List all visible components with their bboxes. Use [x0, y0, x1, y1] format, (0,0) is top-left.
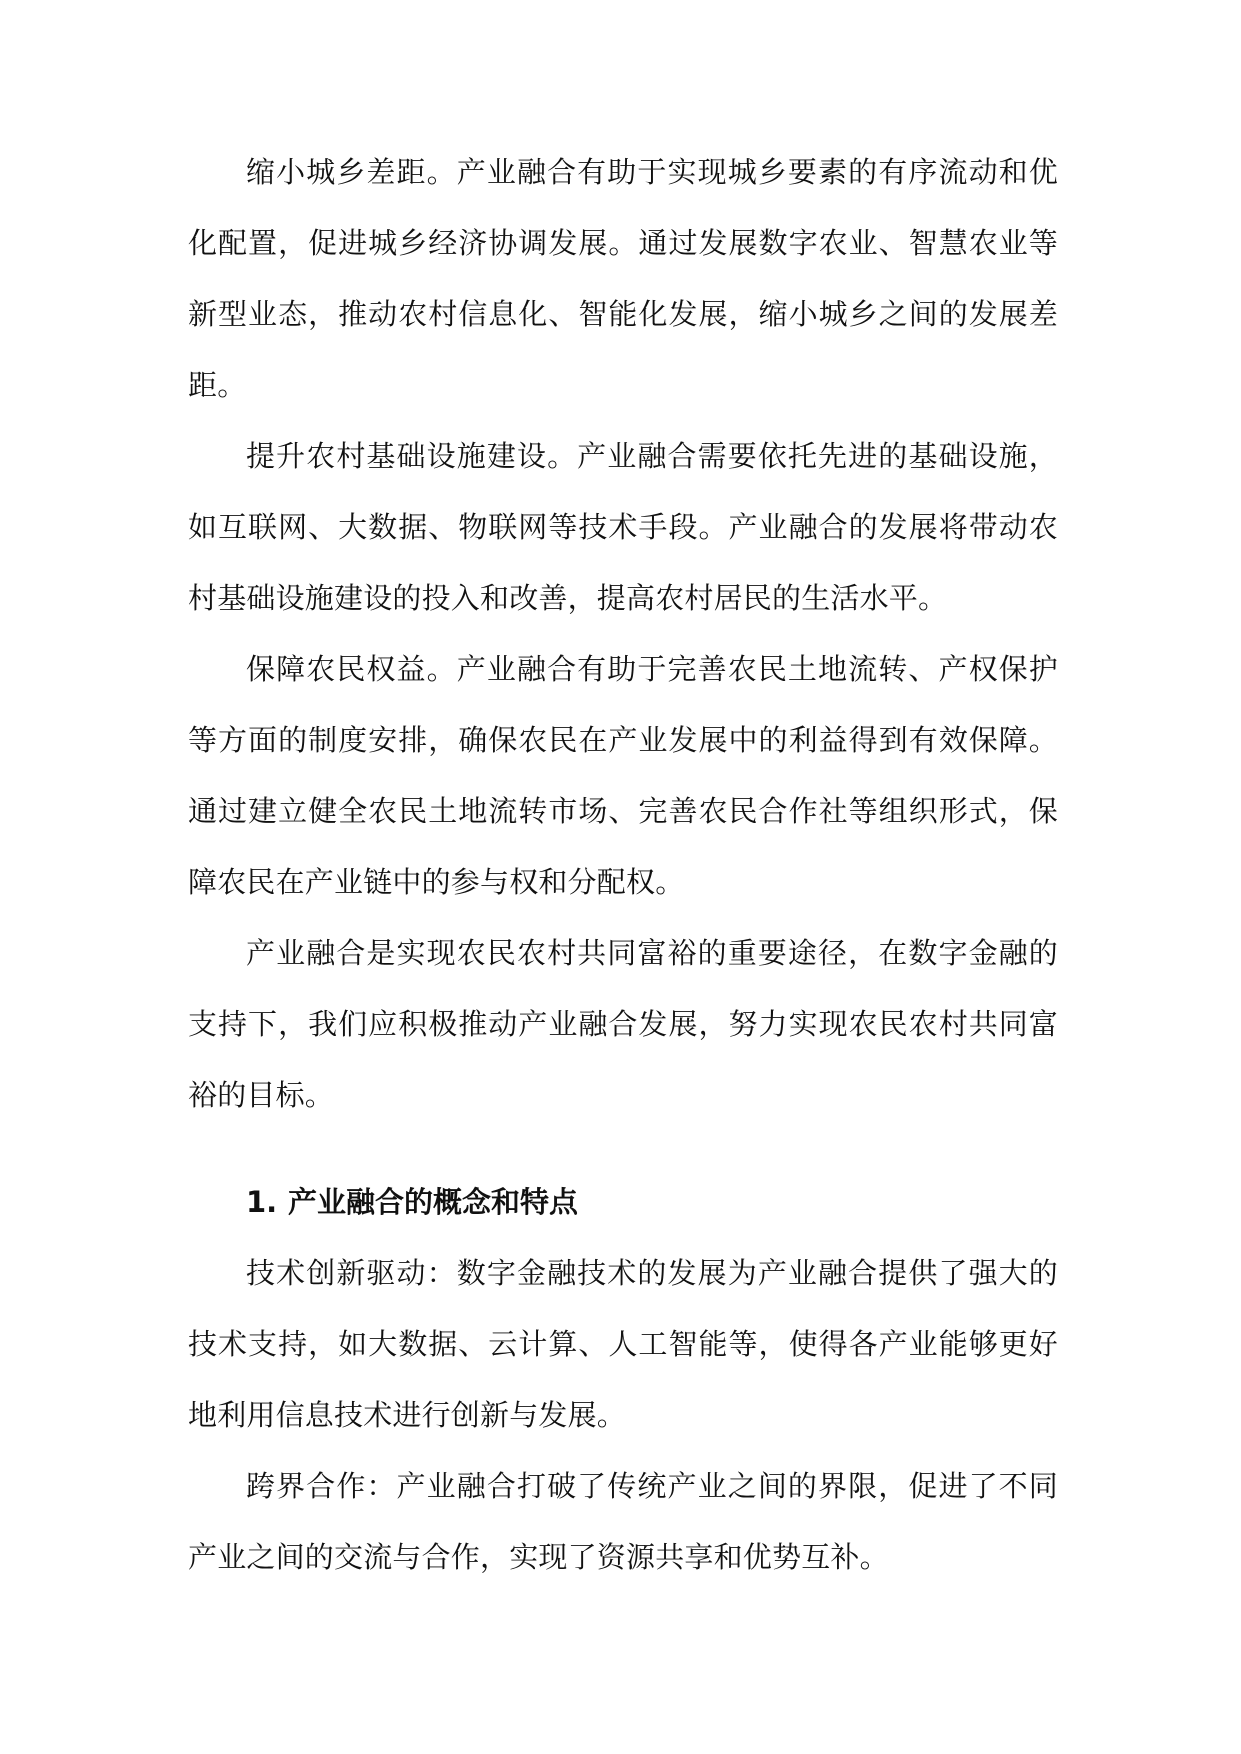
- section-spacer: [188, 1131, 1058, 1167]
- section-heading: [188, 1167, 1058, 1238]
- paragraph-rural-infrastructure: 提升农村基础设施建设。产业融合需要依托先进的基础设施，如互联网、大数据、物联网等技术手段。产业融合的发展将带动农村基础设施建设的投入和改善，提高农村居民的生活水平。: [188, 439, 1058, 615]
- section-heading-title: 产业融合的概念和特点: [288, 1185, 579, 1219]
- section-heading-number: 1.: [246, 1185, 278, 1219]
- paragraph-farmer-rights: 保障农民权益。产业融合有助于完善农民土地流转、产权保护等方面的制度安排，确保农民在产业发展中的利益得到有效保障。通过建立健全农民土地流转市场、完善农民合作社等组织形式，保障农民在产业链中的参与权和分配权。: [188, 652, 1058, 899]
- document-body: [188, 137, 1058, 1593]
- paragraph-common-prosperity: 产业融合是实现农民农村共同富裕的重要途径，在数字金融的支持下，我们应积极推动产业融合发展，努力实现农民农村共同富裕的目标。: [188, 936, 1058, 1112]
- paragraph-cross-industry-cooperation: 跨界合作：产业融合打破了传统产业之间的界限，促进了不同产业之间的交流与合作，实现了资源共享和优势互补。: [188, 1469, 1058, 1574]
- paragraph-narrow-urban-rural-gap: 缩小城乡差距。产业融合有助于实现城乡要素的有序流动和优化配置，促进城乡经济协调发展。通过发展数字农业、智慧农业等新型业态，推动农村信息化、智能化发展，缩小城乡之间的发展差距。: [188, 155, 1058, 402]
- paragraph-tech-innovation: 技术创新驱动：数字金融技术的发展为产业融合提供了强大的技术支持，如大数据、云计算、人工智能等，使得各产业能够更好地利用信息技术进行创新与发展。: [188, 1256, 1058, 1432]
